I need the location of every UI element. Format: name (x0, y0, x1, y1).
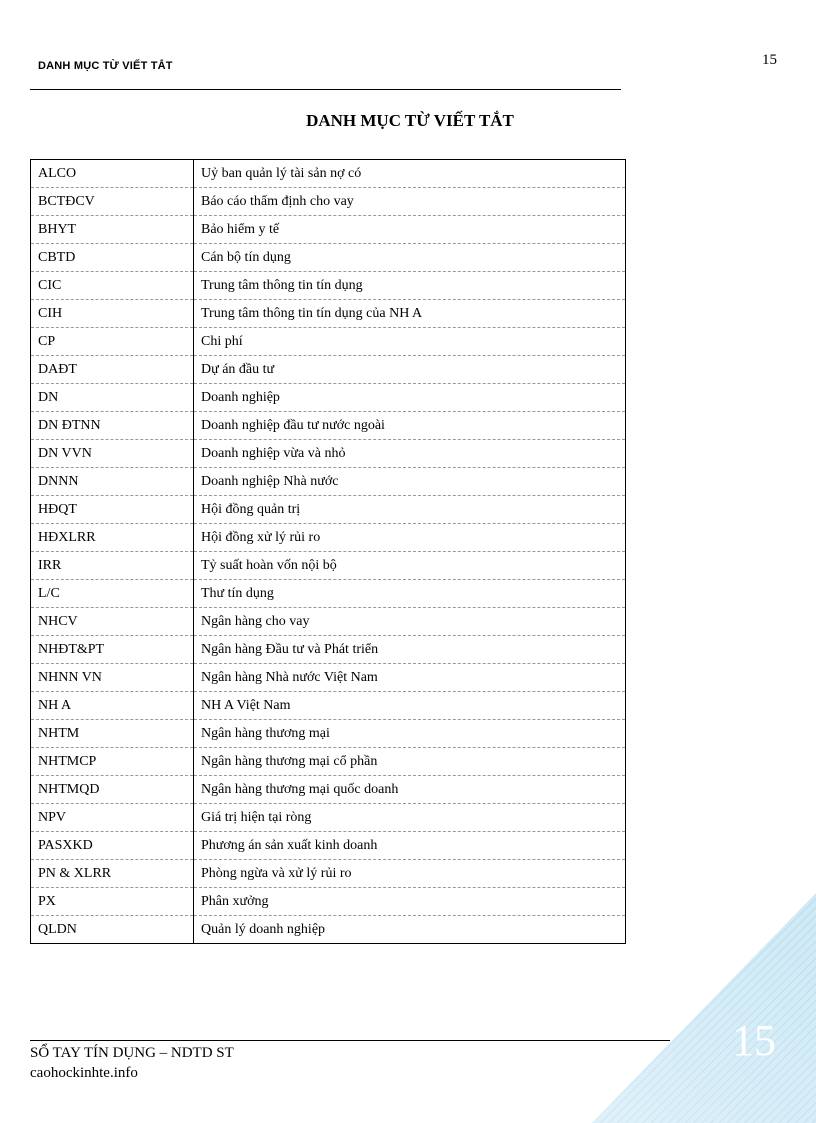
meaning-cell: Trung tâm thông tin tín dụng (194, 272, 626, 300)
header-title: DANH MỤC TỪ VIẾT TẮT (38, 60, 173, 72)
corner-page-number: 15 (732, 1016, 776, 1065)
meaning-cell: Doanh nghiệp Nhà nước (194, 468, 626, 496)
meaning-cell: Cán bộ tín dụng (194, 244, 626, 272)
abbreviation-cell: DNNN (31, 468, 194, 496)
meaning-cell: Uỷ ban quản lý tài sản nợ có (194, 160, 626, 188)
abbreviation-cell: DN (31, 384, 194, 412)
meaning-cell: Ngân hàng Đầu tư và Phát triển (194, 636, 626, 664)
abbreviation-cell: NHCV (31, 608, 194, 636)
meaning-cell: Chi phí (194, 328, 626, 356)
meaning-cell: Giá trị hiện tại ròng (194, 804, 626, 832)
meaning-cell: Hội đồng quản trị (194, 496, 626, 524)
meaning-cell: NH A Việt Nam (194, 692, 626, 720)
meaning-cell: Trung tâm thông tin tín dụng của NH A (194, 300, 626, 328)
abbreviation-cell: PN & XLRR (31, 860, 194, 888)
abbreviation-cell: CP (31, 328, 194, 356)
abbreviation-cell: CIH (31, 300, 194, 328)
meaning-cell: Doanh nghiệp đầu tư nước ngoài (194, 412, 626, 440)
abbreviation-cell: NHTMQD (31, 776, 194, 804)
meaning-cell: Bảo hiểm y tế (194, 216, 626, 244)
abbreviation-cell: BCTĐCV (31, 188, 194, 216)
abbreviation-cell: QLDN (31, 916, 194, 944)
meaning-cell: Ngân hàng thương mại (194, 720, 626, 748)
meaning-cell: Ngân hàng Nhà nước Việt Nam (194, 664, 626, 692)
meaning-cell: Hội đồng xử lý rủi ro (194, 524, 626, 552)
abbreviation-cell: CIC (31, 272, 194, 300)
abbreviation-cell: ALCO (31, 160, 194, 188)
footer-website: caohockinhte.info (30, 1065, 138, 1081)
meaning-cell: Phòng ngừa và xử lý rủi ro (194, 860, 626, 888)
meaning-cell: Ngân hàng cho vay (194, 608, 626, 636)
meaning-cell: Quản lý doanh nghiệp (201, 921, 326, 937)
abbreviation-cell: DN ĐTNN (31, 412, 194, 440)
abbreviation-cell: NHTM (31, 720, 194, 748)
abbreviation-cell: PASXKD (31, 832, 194, 860)
abbreviation-cell: IRR (31, 552, 194, 580)
abbreviation-cell: PX (31, 888, 194, 916)
abbreviation-cell: DN VVN (31, 440, 194, 468)
corner-sheen (592, 893, 816, 1123)
meaning-cell: Tỷ suất hoàn vốn nội bộ (194, 552, 626, 580)
meaning-cell: Báo cáo thẩm định cho vay (194, 188, 626, 216)
meaning-cell: Thư tín dụng (194, 580, 626, 608)
page-number: 15 (762, 52, 777, 68)
abbreviation-cell: NHTMCP (31, 748, 194, 776)
abbreviation-cell: NPV (31, 804, 194, 832)
meaning-cell: Ngân hàng thương mại cổ phần (194, 748, 626, 776)
abbreviation-cell: CBTD (31, 244, 194, 272)
meaning-cell: Dự án đầu tư (194, 356, 626, 384)
abbreviation-cell: BHYT (31, 216, 194, 244)
document-title: DANH MỤC TỪ VIẾT TẮT (306, 111, 514, 130)
abbreviation-cell: HĐXLRR (31, 524, 194, 552)
meaning-cell: Ngân hàng thương mại quốc doanh (194, 776, 626, 804)
abbreviation-cell: NH A (31, 692, 194, 720)
abbreviation-cell: NHNN VN (31, 664, 194, 692)
meaning-cell: Doanh nghiệp (194, 384, 626, 412)
meaning-cell: Doanh nghiệp vừa và nhỏ (194, 440, 626, 468)
footer-book-title: SỔ TAY TÍN DỤNG – NDTD ST (30, 1045, 234, 1061)
abbreviation-cell: DAĐT (31, 356, 194, 384)
meaning-cell: Phương án sản xuất kinh doanh (194, 832, 626, 860)
abbreviation-cell: NHĐT&PT (31, 636, 194, 664)
abbreviation-cell: L/C (31, 580, 194, 608)
meaning-cell: Phân xưởng (194, 888, 626, 916)
abbreviation-cell: HĐQT (31, 496, 194, 524)
footer-divider (30, 1040, 670, 1041)
